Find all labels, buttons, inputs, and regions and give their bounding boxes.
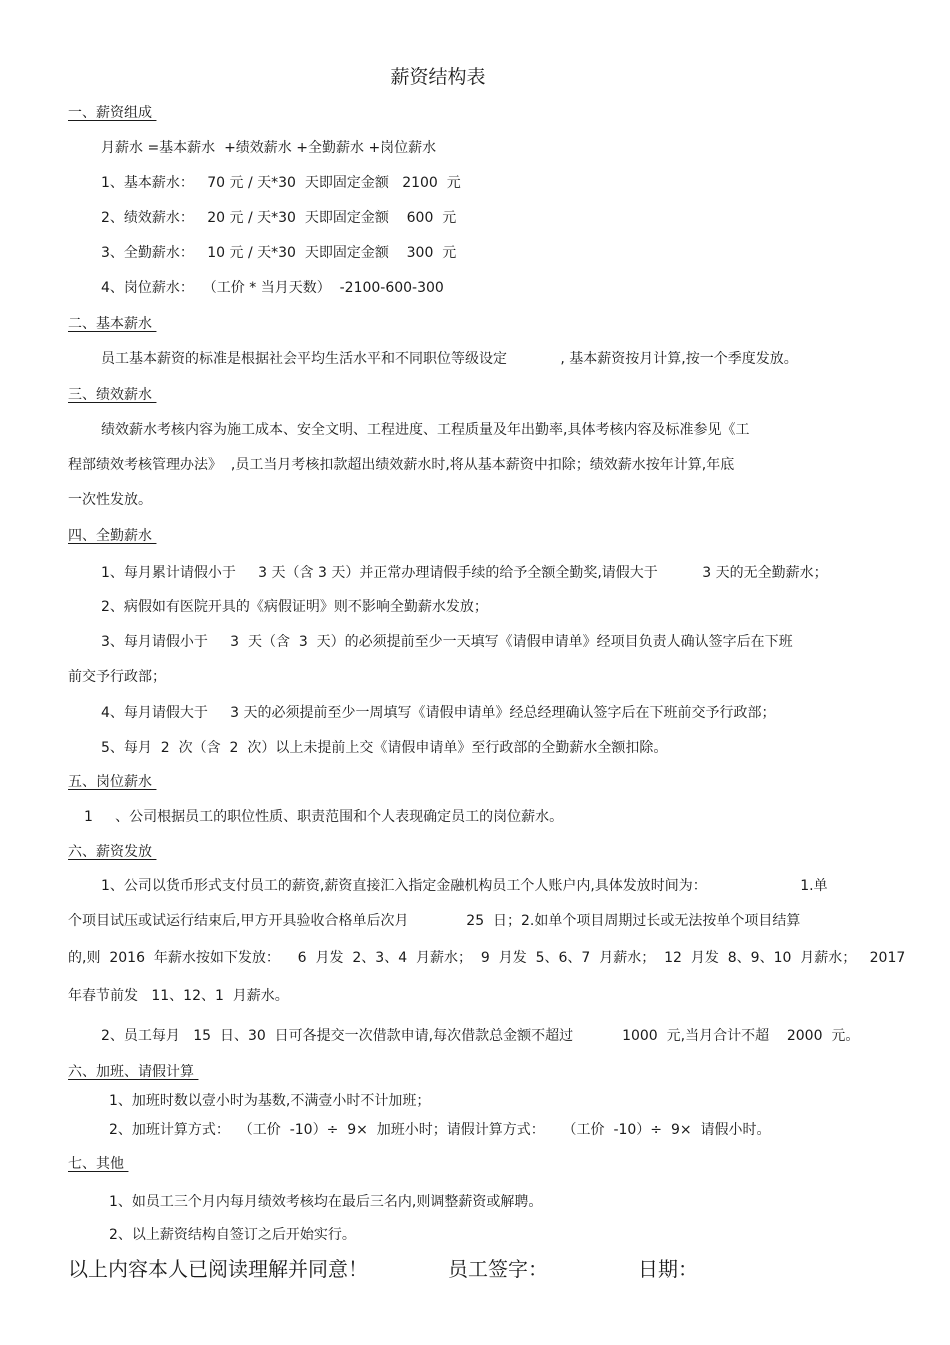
- attendance-rule: 1、每月累计请假小于 3 天（含 3 天）并正常办理请假手续的给予全额全勤奖,请假大于 3 天的无全勤薪水；: [101, 565, 828, 581]
- signature-label: 员工签字：: [448, 1257, 548, 1281]
- loan-rule: 2、员工每月 15 日、30 日可各提交一次借款申请,每次借款总金额不超过 1000 元,当月合计不超 2000 元。: [101, 1028, 860, 1044]
- payment-paragraph-line: 个项目试压或试运行结束后,甲方开具验收合格单后次月 25 日；2.如单个项目周期过长或无法按单个项目结算: [68, 913, 801, 929]
- overtime-rule: 1、加班时数以壹小时为基数,不满壹小时不计加班；: [109, 1093, 431, 1109]
- position-paragraph: 1 、公司根据员工的职位性质、职责范围和个人表现确定员工的岗位薪水。: [84, 809, 564, 825]
- base-salary-item: 1、基本薪水： 70 元 / 天*30 天即固定金额 2100 元: [101, 175, 461, 191]
- overtime-rule: 2、加班计算方式： （工价 -10）÷ 9× 加班小时；请假计算方式： （工价 -10）÷ 9× 请假小时。: [109, 1122, 771, 1138]
- attendance-rule: 3、每月请假小于 3 天（含 3 天）的必须提前至少一天填写《请假申请单》经项目负责人确认签字后在下班: [101, 634, 793, 650]
- payment-paragraph-line: 的,则 2016 年薪水按如下发放： 6 月发 2、3、4 月薪水； 9 月发 5、6、7 月薪水； 12 月发 8、9、10 月薪水； 2017: [68, 950, 906, 966]
- consent-statement: 以上内容本人已阅读理解并同意！: [68, 1257, 368, 1281]
- other-rule: 1、如员工三个月内每月绩效考核均在最后三名内,则调整薪资或解聘。: [109, 1194, 543, 1210]
- position-salary-item: 4、岗位薪水： （工价 * 当月天数） -2100-600-300: [101, 280, 444, 296]
- section-heading-performance: 三、绩效薪水: [68, 387, 157, 403]
- section-heading-overtime: 六、加班、请假计算: [68, 1064, 199, 1080]
- section-heading-attendance: 四、全勤薪水: [68, 528, 157, 544]
- attendance-rule: 5、每月 2 次（含 2 次）以上未提前上交《请假申请单》至行政部的全勤薪水全额扣除。: [101, 740, 668, 756]
- payment-paragraph-line: 年春节前发 11、12、1 月薪水。: [68, 988, 289, 1004]
- salary-formula: 月薪水 =基本薪水 +绩效薪水 +全勤薪水 +岗位薪水: [101, 140, 437, 156]
- payment-paragraph-line: 1、公司以货币形式支付员工的薪资,薪资直接汇入指定金融机构员工个人账户内,具体发放时间为： 1.单: [101, 878, 828, 894]
- section-heading-position: 五、岗位薪水: [68, 774, 157, 790]
- attendance-rule: 4、每月请假大于 3 天的必须提前至少一周填写《请假申请单》经总经理确认签字后在下班前交予行政部；: [101, 705, 776, 721]
- section-heading-base: 二、基本薪水: [68, 316, 157, 332]
- section-heading-composition: 一、薪资组成: [68, 105, 157, 121]
- attendance-rule: 2、病假如有医院开具的《病假证明》则不影响全勤薪水发放；: [101, 599, 488, 615]
- performance-paragraph-line: 一次性发放。: [68, 492, 152, 508]
- base-salary-paragraph: 员工基本薪资的标准是根据社会平均生活水平和不同职位等级设定 , 基本薪资按月计算,按一个季度发放。: [101, 351, 798, 367]
- other-rule: 2、以上薪资结构自签订之后开始实行。: [109, 1227, 356, 1243]
- document-title: 薪资结构表: [390, 66, 486, 88]
- attendance-salary-item: 3、全勤薪水： 10 元 / 天*30 天即固定金额 300 元: [101, 245, 457, 261]
- performance-salary-item: 2、绩效薪水： 20 元 / 天*30 天即固定金额 600 元: [101, 210, 457, 226]
- attendance-rule-cont: 前交予行政部；: [68, 669, 166, 685]
- section-heading-payment: 六、薪资发放: [68, 844, 157, 860]
- performance-paragraph-line: 程部绩效考核管理办法》 ,员工当月考核扣款超出绩效薪水时,将从基本薪资中扣除；绩效薪水按年计算,年底: [68, 457, 735, 473]
- performance-paragraph-line: 绩效薪水考核内容为施工成本、安全文明、工程进度、工程质量及年出勤率,具体考核内容及标准参见《工: [101, 422, 750, 438]
- section-heading-other: 七、其他: [68, 1156, 129, 1172]
- date-label: 日期：: [638, 1257, 698, 1281]
